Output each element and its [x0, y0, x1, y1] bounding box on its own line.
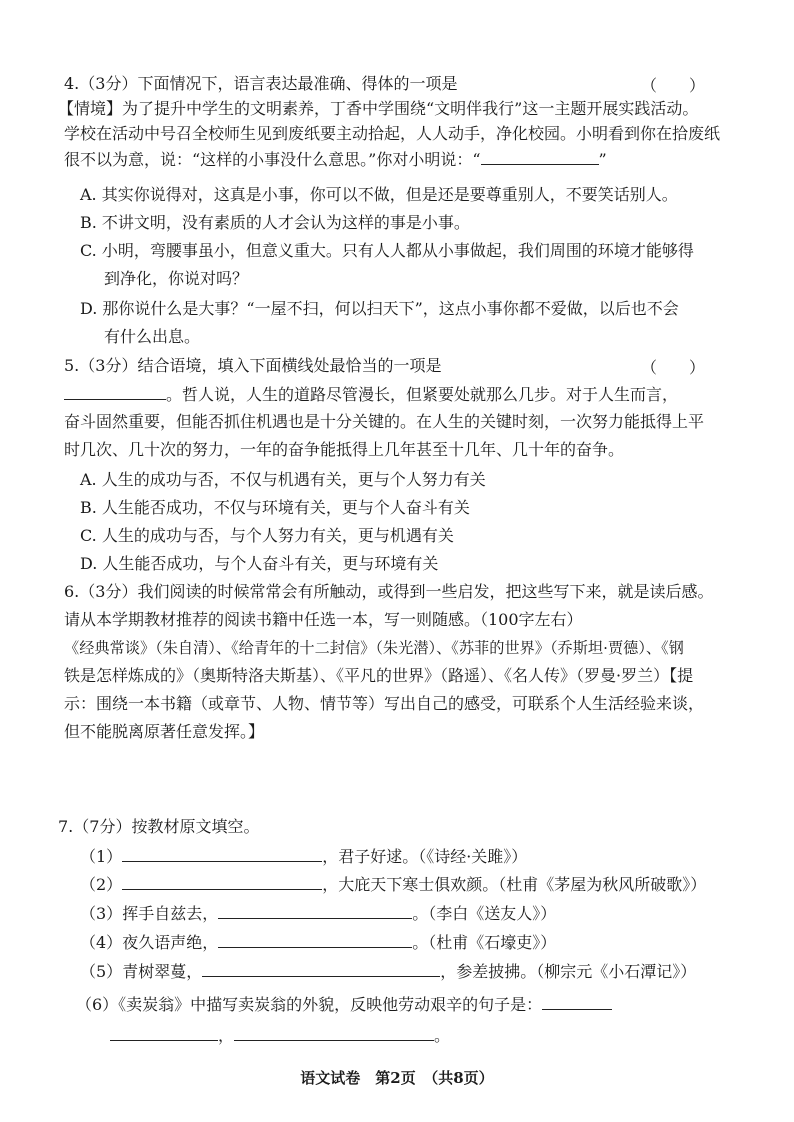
q7-item-6-blank-3[interactable] [234, 1024, 434, 1041]
q7-item-2-blank[interactable] [122, 873, 322, 890]
q7-item-3-blank[interactable] [218, 902, 412, 919]
q7-item-6: （6）《卖炭翁》中描写卖炭翁的外貌，反映他劳动艰辛的句子是： [76, 993, 612, 1016]
q5-option-d: D. 人生能否成功，与个人奋斗有关，更与环境有关 [80, 554, 439, 573]
q4-answer-blank[interactable] [481, 148, 599, 165]
q4-option-d-cont: 有什么出息。 [104, 327, 201, 346]
q6-stem-line-1: 6.（3分）我们阅读的时候常常会有所触动，或得到一些启发，把这些写下来，就是读后感。 [64, 582, 714, 601]
q5-stem: 5.（3分）结合语境，填入下面横线处最恰当的一项是 [64, 356, 442, 375]
q5-option-c: C. 人生的成功与否，与个人努力有关，更与机遇有关 [80, 526, 454, 545]
q4-option-b: B. 不讲文明，没有素质的人才会认为这样的事是小事。 [80, 213, 470, 232]
q7-item-6-blank-1[interactable] [542, 993, 612, 1010]
q5-answer-paren: （ ） [641, 358, 706, 377]
q4-option-c-cont: 到净化，你说对吗？ [104, 269, 249, 288]
q6-hint-line-2: 但不能脱离原著任意发挥。】 [64, 722, 265, 741]
q4-option-a: A. 其实你说得对，这真是小事，你可以不做，但是还是要尊重别人，不要笑话别人。 [80, 185, 678, 204]
q5-passage-line-2: 奋斗固然重要，但能否抓住机遇也是十分关键的。在人生的关键时刻，一次努力能抵得上平 [64, 412, 705, 431]
q4-answer-paren: （ ） [641, 76, 706, 95]
q5-option-b: B. 人生能否成功，不仅与环境有关，更与个人奋斗有关 [80, 498, 470, 517]
q4-context-line-2: 学校在活动中号召全校师生见到废纸要主动拾起，人人动手，净化校园。小明看到你在拾废纸 [64, 124, 721, 143]
q5-passage-line-1: 。哲人说，人生的道路尽管漫长，但紧要处就那么几步。对于人生而言， [64, 383, 678, 406]
q6-hint-line-1: 示：围绕一本书籍（或章节、人物、情节等）写出自己的感受，可联系个人生活经验来谈， [64, 694, 705, 713]
q5-option-a: A. 人生的成功与否，不仅与机遇有关，更与个人努力有关 [80, 470, 486, 489]
q7-item-6-cont: ， 。 [110, 1024, 450, 1047]
q6-books-line-2: 铁是怎样炼成的》（奥斯特洛夫斯基）、《平凡的世界》（路遥）、《名人传》（罗曼·罗兰）【提 [64, 666, 694, 685]
page-footer: 语文试卷 第2页 （共8页） [300, 1069, 494, 1087]
q4-stem: 4.（3分）下面情况下，语言表达最准确、得体的一项是 [64, 74, 458, 93]
q7-item-1: （1） ，君子好逑。（《诗经·关雎》） [80, 847, 528, 866]
q7-item-2: （2） ，大庇天下寒士俱欢颜。（杜甫《茅屋为秋风所破歌》） [80, 875, 707, 894]
q5-answer-blank[interactable] [64, 383, 166, 400]
q7-stem: 7.（7分）按教材原文填空。 [58, 817, 260, 836]
q7-item-5-blank[interactable] [202, 960, 440, 977]
q4-context-line-1: 【情境】为了提升中学生的文明素养，丁香中学围绕“文明伴我行”这一主题开展实践活动。 [58, 99, 699, 118]
q6-stem-line-2: 请从本学期教材推荐的阅读书籍中任选一本，写一则随感。（100字左右） [64, 610, 583, 629]
q4-option-c: C. 小明，弯腰事虽小，但意义重大。只有人人都从小事做起，我们周围的环境才能够得 [80, 241, 694, 260]
q4-option-d: D. 那你说什么是大事？“一屋不扫，何以扫天下”，这点小事你都不爱做，以后也不会 [80, 299, 679, 318]
q7-item-5: （5）青树翠蔓， ，参差披拂。（柳宗元《小石潭记》） [80, 962, 697, 981]
q7-item-1-blank[interactable] [122, 845, 322, 862]
q7-item-3: （3）挥手自兹去， 。（李白《送友人》） [80, 904, 557, 923]
q4-context-line-3: 很不以为意，说：“这样的小事没什么意思。”你对小明说：“ ” [64, 150, 607, 169]
q7-item-6-blank-2[interactable] [110, 1024, 218, 1041]
q7-item-4: （4）夜久语声绝， 。（杜甫《石壕吏》） [80, 933, 557, 952]
q6-books-line-1: 《经典常谈》（朱自清）、《给青年的十二封信》（朱光潜）、《苏菲的世界》（乔斯坦·贾德）、《钢 [64, 639, 684, 657]
q5-passage-line-3: 时几次、几十次的努力，一年的奋争能抵得上几年甚至十几年、几十年的奋争。 [64, 440, 625, 459]
q7-item-4-blank[interactable] [218, 931, 412, 948]
